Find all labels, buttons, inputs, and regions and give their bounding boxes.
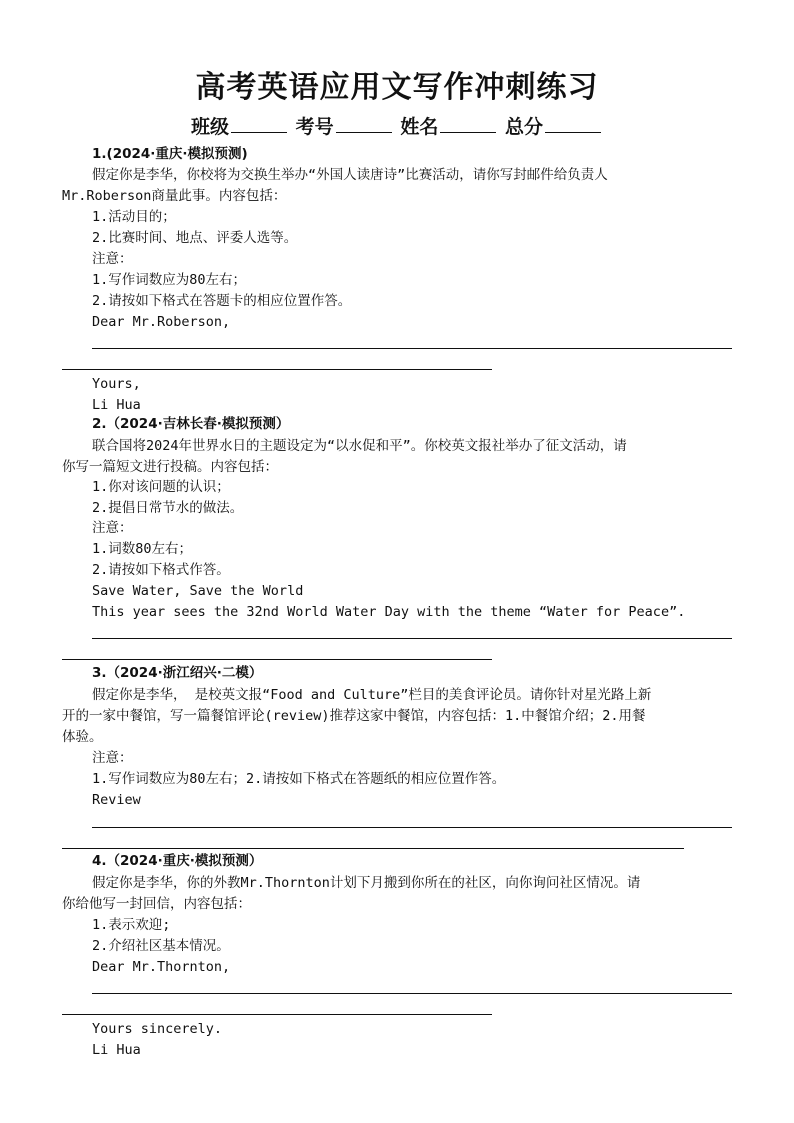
q2-heading: 2.（2024·吉林长春·模拟预测）	[92, 416, 290, 432]
q1-closing: Yours,	[92, 376, 141, 392]
q4-answer-line-1	[92, 993, 732, 994]
q4-prompt-line1: 假定你是李华，你的外教Mr.Thornton计划下月搬到你所在的社区，向你询问社区情况。请	[92, 875, 641, 891]
q3-notes: 1.写作词数应为80左右；2.请按如下格式在答题纸的相应位置作答。	[92, 771, 506, 787]
score-label: 总分	[504, 116, 543, 138]
q1-prompt-line2: Mr.Roberson商量此事。内容包括：	[62, 188, 287, 204]
q1-answer-line-1	[92, 348, 732, 349]
q2-note-2: 2.请按如下格式作答。	[92, 562, 230, 578]
q1-note-label: 注意：	[92, 251, 133, 267]
q4-greeting: Dear Mr.Thornton,	[92, 959, 231, 975]
q1-prompt-line1: 假定你是李华，你校将为交换生举办“外国人读唐诗”比赛活动，请你写封邮件给负责人	[92, 167, 608, 183]
q2-item-2: 2.提倡日常节水的做法。	[92, 500, 244, 516]
q3-prompt-line1: 假定你是李华， 是校英文报“Food and Culture”栏目的美食评论员。请你针对星光路上新	[92, 687, 652, 703]
q4-heading: 4.（2024·重庆·模拟预测）	[92, 853, 263, 869]
q1-note-2: 2.请按如下格式在答题卡的相应位置作答。	[92, 293, 352, 309]
name-label: 姓名	[400, 116, 439, 138]
q3-answer-line-2	[62, 848, 684, 849]
q4-answer-line-2	[62, 1014, 492, 1015]
q4-item-1: 1.表示欢迎;	[92, 917, 171, 933]
q1-note-1: 1.写作词数应为80左右；	[92, 272, 247, 288]
q2-essay-opening: This year sees the 32nd World Water Day with the theme “Water for Peace”.	[92, 604, 686, 620]
q3-heading: 3.（2024·浙江绍兴·二模）	[92, 665, 263, 681]
q3-essay-title: Review	[92, 792, 141, 808]
class-label: 班级	[191, 116, 230, 138]
class-blank	[231, 114, 287, 133]
q4-item-2: 2.介绍社区基本情况。	[92, 938, 230, 954]
q2-note-1: 1.词数80左右；	[92, 541, 193, 557]
q4-signature: Li Hua	[92, 1042, 141, 1058]
page-title: 高考英语应用文写作冲刺练习	[195, 70, 599, 105]
q2-prompt-line1: 联合国将2024年世界水日的主题设定为“以水促和平”。你校英文报社举办了征文活动，请	[92, 438, 627, 454]
q2-answer-line-1	[92, 638, 732, 639]
q1-item-1: 1.活动目的；	[92, 209, 176, 225]
q3-prompt-line2: 开的一家中餐馆，写一篇餐馆评论(review)推荐这家中餐馆，内容包括：1.中餐馆介绍；2.用餐	[62, 708, 646, 724]
q1-answer-line-2	[62, 369, 492, 370]
name-blank	[440, 114, 496, 133]
q4-prompt-line2: 你给他写一封回信，内容包括：	[62, 896, 251, 912]
q1-item-2: 2.比赛时间、地点、评委人选等。	[92, 230, 298, 246]
q2-note-label: 注意：	[92, 520, 133, 536]
q1-signature: Li Hua	[92, 397, 141, 413]
q1-greeting: Dear Mr.Roberson,	[92, 314, 231, 330]
q1-heading: 1.(2024·重庆·模拟预测)	[92, 146, 248, 162]
q2-essay-title: Save Water, Save the World	[92, 583, 304, 599]
score-blank	[545, 114, 601, 133]
student-info-row	[0, 112, 794, 139]
q3-note-label: 注意：	[92, 750, 133, 766]
q3-prompt-line3: 体验。	[62, 729, 103, 745]
q2-item-1: 1.你对该问题的认识；	[92, 479, 230, 495]
q2-answer-line-2	[62, 659, 492, 660]
q2-prompt-line2: 你写一篇短文进行投稿。内容包括：	[62, 459, 278, 475]
number-blank	[336, 114, 392, 133]
q3-answer-line-1	[92, 827, 732, 828]
number-label: 考号	[295, 116, 334, 138]
q4-closing: Yours sincerely.	[92, 1021, 223, 1037]
